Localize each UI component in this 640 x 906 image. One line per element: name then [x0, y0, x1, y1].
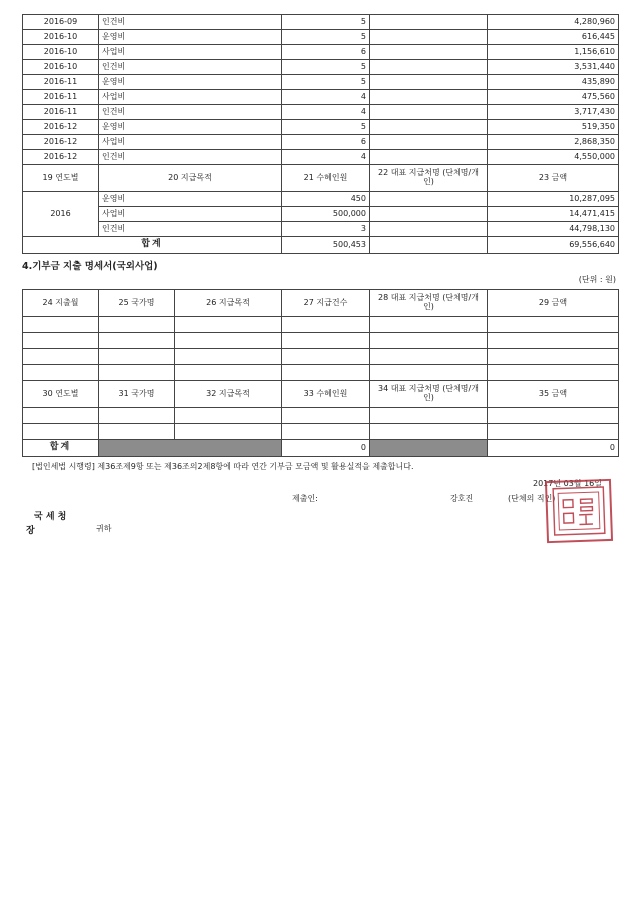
addressee-line-2: 장: [26, 526, 35, 536]
domestic-expense-table: [22, 14, 619, 254]
monthly-header-row: [23, 290, 619, 317]
row-amount: 1,156,610: [488, 45, 619, 60]
row-representative: [370, 90, 488, 105]
row-count: 4: [282, 150, 370, 165]
seal-note: (단체의 직인): [508, 494, 556, 503]
shaded-cell: [99, 440, 282, 457]
row-count: 4: [282, 90, 370, 105]
overseas-total-row: [23, 440, 619, 457]
row-purpose: 운영비: [99, 120, 282, 135]
row-period: 2016-11: [23, 105, 99, 120]
annual-total-rep: [370, 237, 488, 254]
monthly-row: [23, 105, 619, 120]
row-period: 2016-10: [23, 60, 99, 75]
monthly-row: [23, 120, 619, 135]
row-representative: [370, 15, 488, 30]
row-purpose: 운영비: [99, 75, 282, 90]
annual-amount: 10,287,095: [488, 192, 619, 207]
header-purpose: 20 지급목적: [99, 165, 282, 192]
row-period: 2016-12: [23, 120, 99, 135]
annual-count: 3: [282, 222, 370, 237]
row-amount: 3,531,440: [488, 60, 619, 75]
official-seal-icon: [545, 479, 613, 543]
row-count: 6: [282, 135, 370, 150]
monthly-row: [23, 150, 619, 165]
header-amount: 35 금액: [488, 381, 619, 408]
row-amount: 3,717,430: [488, 105, 619, 120]
overseas-total-amount: 0: [488, 440, 619, 457]
row-amount: 4,550,000: [488, 150, 619, 165]
monthly-row: [23, 15, 619, 30]
header-representative: 22 대표 지급처명 (단체명/개인): [370, 165, 488, 192]
header-representative: 34 대표 지급처명 (단체명/개인): [370, 381, 488, 408]
annual-purpose: 인건비: [99, 222, 282, 237]
header-representative: 28 대표 지급처명 (단체명/개인): [370, 290, 488, 317]
annual-total-row: [23, 237, 619, 254]
header-year: 19 연도별: [23, 165, 99, 192]
overseas-total-count: 0: [282, 440, 370, 457]
row-count: 6: [282, 45, 370, 60]
monthly-row: [23, 135, 619, 150]
annual-overseas-header-row: [23, 381, 619, 408]
shaded-cell: [370, 440, 488, 457]
annual-purpose: 운영비: [99, 192, 282, 207]
annual-total-amount: 69,556,640: [488, 237, 619, 254]
row-representative: [370, 60, 488, 75]
annual-count: 450: [282, 192, 370, 207]
legal-statement: [법인세법 시행령] 제36조제9항 또는 제36조의2제8항에 따라 연간 기부금 모금액 및 활용실적을 제출합니다.: [32, 462, 414, 471]
header-beneficiaries: 33 수혜인원: [282, 381, 370, 408]
annual-total-count: 500,453: [282, 237, 370, 254]
row-amount: 616,445: [488, 30, 619, 45]
row-period: 2016-10: [23, 30, 99, 45]
overseas-total-label: 합계: [23, 440, 99, 457]
section-4-title: 4.기부금 지출 명세서(국외사업): [22, 261, 158, 272]
row-count: 5: [282, 75, 370, 90]
header-count: 27 지급건수: [282, 290, 370, 317]
row-count: 5: [282, 30, 370, 45]
annual-row: [23, 192, 619, 207]
monthly-row: [23, 45, 619, 60]
header-country: 31 국가명: [99, 381, 175, 408]
row-purpose: 사업비: [99, 90, 282, 105]
annual-header-row: [23, 165, 619, 192]
row-representative: [370, 45, 488, 60]
row-purpose: 인건비: [99, 105, 282, 120]
annual-total-label: 합계: [23, 237, 282, 254]
document-sheet: [22, 14, 618, 539]
annual-rep: [370, 222, 488, 237]
row-purpose: 사업비: [99, 135, 282, 150]
row-period: 2016-10: [23, 45, 99, 60]
row-amount: 435,890: [488, 75, 619, 90]
row-purpose: 인건비: [99, 60, 282, 75]
submitter-label: 제출인:: [292, 494, 318, 503]
annual-purpose: 사업비: [99, 207, 282, 222]
seal-pattern-icon: [551, 484, 607, 538]
row-representative: [370, 150, 488, 165]
header-month: 24 지출월: [23, 290, 99, 317]
honorific: 귀하: [96, 524, 112, 533]
header-amount: 29 금액: [488, 290, 619, 317]
row-representative: [370, 75, 488, 90]
annual-amount: 44,798,130: [488, 222, 619, 237]
row-representative: [370, 120, 488, 135]
unit-label: (단위 : 원): [578, 275, 616, 284]
row-period: 2016-11: [23, 90, 99, 105]
header-country: 25 국가명: [99, 290, 175, 317]
header-purpose: 32 지급목적: [175, 381, 282, 408]
row-purpose: 운영비: [99, 30, 282, 45]
row-amount: 519,350: [488, 120, 619, 135]
row-count: 4: [282, 105, 370, 120]
addressee-line-1: 국 세 청: [34, 512, 67, 522]
row-representative: [370, 135, 488, 150]
empty-row: [23, 349, 619, 365]
row-amount: 2,868,350: [488, 135, 619, 150]
monthly-row: [23, 30, 619, 45]
annual-year: 2016: [23, 192, 99, 237]
empty-row: [23, 408, 619, 424]
overseas-expense-table: [22, 289, 619, 457]
row-period: 2016-12: [23, 150, 99, 165]
row-representative: [370, 30, 488, 45]
monthly-row: [23, 60, 619, 75]
header-beneficiaries: 21 수혜인원: [282, 165, 370, 192]
row-period: 2016-12: [23, 135, 99, 150]
annual-rep: [370, 207, 488, 222]
row-period: 2016-09: [23, 15, 99, 30]
submitter-name: 강호진: [450, 494, 474, 503]
submission-date: 2017년 03월 16일: [533, 479, 602, 488]
annual-row: [23, 222, 619, 237]
row-count: 5: [282, 15, 370, 30]
row-amount: 4,280,960: [488, 15, 619, 30]
row-purpose: 인건비: [99, 15, 282, 30]
empty-row: [23, 424, 619, 440]
row-purpose: 사업비: [99, 45, 282, 60]
empty-row: [23, 317, 619, 333]
monthly-row: [23, 90, 619, 105]
submitter-row: [22, 491, 618, 507]
header-purpose: 26 지급목적: [175, 290, 282, 317]
row-count: 5: [282, 120, 370, 135]
row-period: 2016-11: [23, 75, 99, 90]
header-year: 30 연도별: [23, 381, 99, 408]
empty-row: [23, 365, 619, 381]
row-representative: [370, 105, 488, 120]
annual-rep: [370, 192, 488, 207]
annual-row: [23, 207, 619, 222]
row-purpose: 인건비: [99, 150, 282, 165]
row-count: 5: [282, 60, 370, 75]
empty-row: [23, 333, 619, 349]
addressee: [22, 507, 618, 539]
header-amount: 23 금액: [488, 165, 619, 192]
annual-amount: 14,471,415: [488, 207, 619, 222]
monthly-row: [23, 75, 619, 90]
row-amount: 475,560: [488, 90, 619, 105]
annual-count: 500,000: [282, 207, 370, 222]
